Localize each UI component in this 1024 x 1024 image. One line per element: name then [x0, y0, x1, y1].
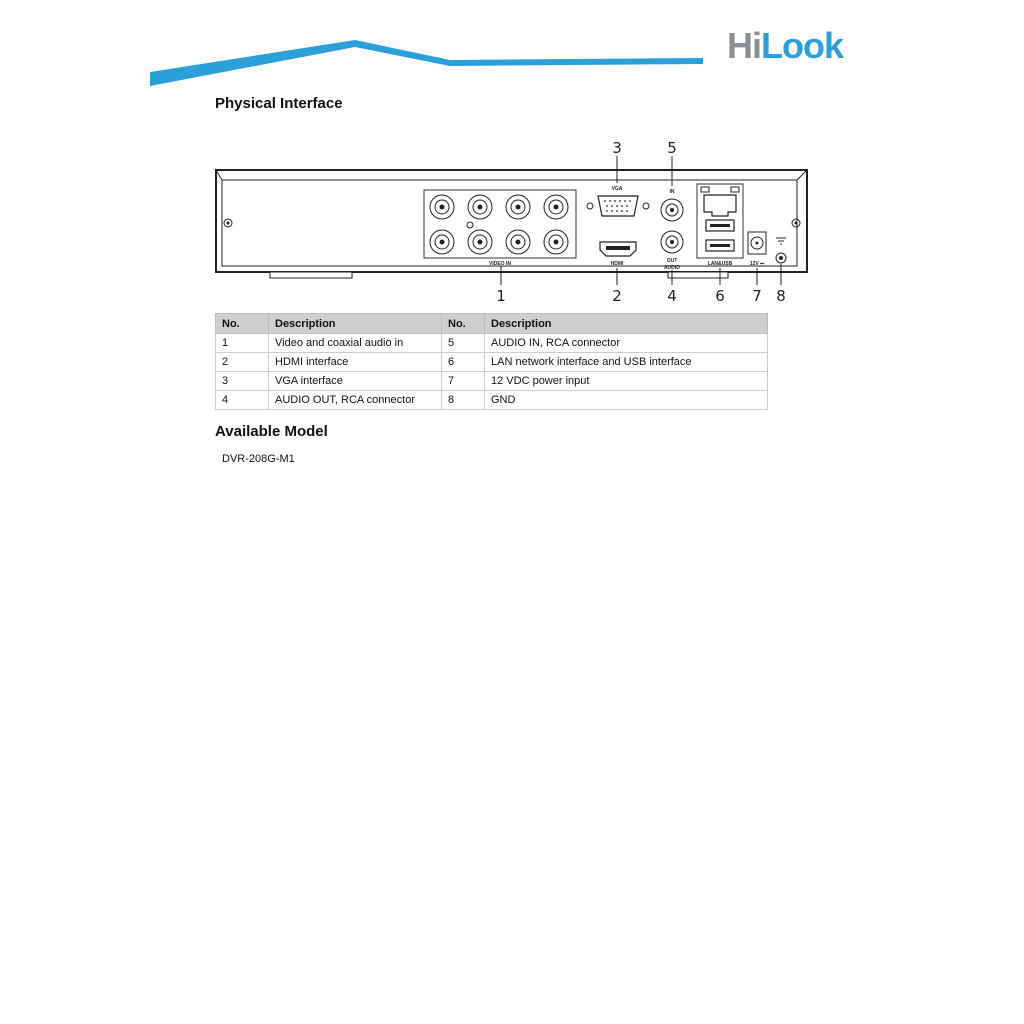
section-title-available-model: Available Model [215, 423, 328, 440]
hdmi-label: HDMI [610, 261, 624, 267]
callout-6: 6 [715, 287, 725, 305]
table-row [216, 372, 768, 391]
table-cell: 2 [216, 353, 269, 372]
callout-4: 4 [667, 287, 677, 305]
table-cell: GND [485, 391, 768, 410]
power-label: 12V ⎓ [749, 261, 765, 267]
hilook-logo: HiLook [727, 25, 843, 66]
header-banner [0, 0, 1024, 100]
vga-label: VGA [611, 186, 623, 192]
table-row [216, 391, 768, 410]
video-in-label: VIDEO IN [489, 261, 511, 267]
hdmi-port-icon [600, 242, 636, 256]
audio-label: AUDIO [663, 265, 681, 271]
table-cell: 5 [442, 334, 485, 353]
table-cell: 12 VDC power input [485, 372, 768, 391]
table-cell: 6 [442, 353, 485, 372]
header-no: No. [216, 314, 269, 334]
rear-panel-diagram [200, 130, 820, 310]
callout-5: 5 [667, 139, 677, 157]
table-cell: 8 [442, 391, 485, 410]
model-number: DVR-208G-M1 [222, 453, 295, 465]
table-cell: 7 [442, 372, 485, 391]
table-cell: 3 [216, 372, 269, 391]
header-description: Description [485, 314, 768, 334]
callout-3: 3 [612, 139, 622, 157]
table-cell: 1 [216, 334, 269, 353]
table-cell: 4 [216, 391, 269, 410]
callout-7: 7 [752, 287, 762, 305]
callout-8: 8 [776, 287, 786, 305]
callout-1: 1 [496, 287, 506, 305]
section-title-physical-interface: Physical Interface [215, 95, 343, 112]
table-header-row [216, 314, 768, 334]
table-cell: LAN network interface and USB interface [485, 353, 768, 372]
header-no: No. [442, 314, 485, 334]
lan-usb-label: LAN&USB [707, 261, 733, 267]
header-description: Description [269, 314, 442, 334]
table-cell: Video and coaxial audio in [269, 334, 442, 353]
table-cell: VGA interface [269, 372, 442, 391]
table-cell: AUDIO OUT, RCA connector [269, 391, 442, 410]
table-cell: HDMI interface [269, 353, 442, 372]
table-row [216, 334, 768, 353]
audio-in-label: IN [669, 189, 675, 195]
table-row [216, 353, 768, 372]
audio-out-label: OUT [666, 258, 678, 264]
interface-table [215, 313, 768, 410]
callout-2: 2 [612, 287, 622, 305]
table-cell: AUDIO IN, RCA connector [485, 334, 768, 353]
